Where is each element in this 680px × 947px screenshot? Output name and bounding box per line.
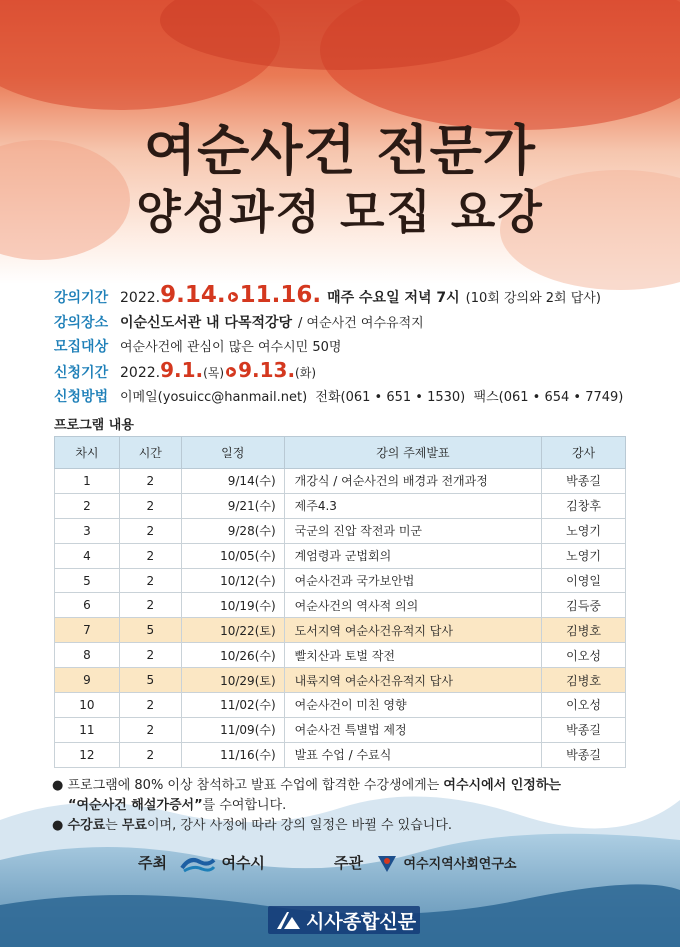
info-target [54,336,654,356]
cell-session: 8 [55,643,120,668]
cell-topic: 도서지역 여순사건유적지 답사 [284,618,541,643]
host-org [138,852,265,874]
cell-lecturer: 이영일 [542,568,626,593]
yeosu-city-logo-icon [180,854,216,874]
table-row [55,742,626,767]
cell-session: 7 [55,618,120,643]
table-row [55,618,626,643]
note-1-cont: “여순사건 해설가증서”를 수여합니다. [68,798,287,813]
cell-lecturer: 노영기 [542,518,626,543]
cell-topic: 빨치산과 토벌 작전 [284,643,541,668]
cell-date: 11/09(수) [181,717,284,742]
header-session: 차시 [55,437,120,469]
cell-date: 9/28(수) [181,518,284,543]
bullet-icon: ● [52,778,64,793]
note-1: ● 프로그램에 80% 이상 참석하고 발표 수업에 합격한 수강생에게는 여수시에서 인정하는 [52,778,561,793]
cell-hours: 2 [119,493,181,518]
target-label: 모집대상 [54,339,109,355]
apply-end-day: (화) [295,366,317,380]
cell-lecturer: 박종길 [542,717,626,742]
apply-period-label: 신청기간 [54,365,109,381]
venue-sub: / 여순사건 여수유적지 [298,316,424,331]
cell-hours: 2 [119,568,181,593]
apply-start-day: (목) [203,366,225,380]
cell-date: 9/21(수) [181,493,284,518]
arrow-right-icon [228,292,238,302]
cell-topic: 개강식 / 여순사건의 배경과 전개과정 [284,469,541,494]
title-line1: 여순사건 전문가 [144,119,536,182]
notes [52,776,652,836]
table-header-row [55,437,626,469]
cell-lecturer: 박종길 [542,742,626,767]
header-date: 일정 [181,437,284,469]
cell-topic: 내륙지역 여순사건유적지 답사 [284,668,541,693]
cell-hours: 2 [119,593,181,618]
cell-session: 1 [55,469,120,494]
header-topic: 강의 주제발표 [284,437,541,469]
cell-session: 12 [55,742,120,767]
cell-session: 9 [55,668,120,693]
table-row [55,643,626,668]
venue-main: 이순신도서관 내 다목적강당 [120,315,293,331]
cell-session: 4 [55,543,120,568]
cell-hours: 2 [119,693,181,718]
header-hours: 시간 [119,437,181,469]
cell-date: 9/14(수) [181,469,284,494]
cell-topic: 제주4.3 [284,493,541,518]
host-label: 주최 [138,854,167,872]
venue-label: 강의장소 [54,315,109,331]
title-line2: 양성과정 모집 요강 [136,185,544,239]
cell-session: 5 [55,568,120,593]
cell-date: 11/16(수) [181,742,284,767]
table-row [55,518,626,543]
cell-topic: 발표 수업 / 수료식 [284,742,541,767]
cell-date: 10/26(수) [181,643,284,668]
cell-topic: 여순사건의 역사적 의의 [284,593,541,618]
cell-lecturer: 이오성 [542,643,626,668]
period-year: 2022. [120,290,161,306]
cell-lecturer: 노영기 [542,543,626,568]
cell-session: 6 [55,593,120,618]
period-note: (10회 강의와 2회 답사) [465,291,601,306]
apply-method-text: 이메일(yosuicc@hanmail.net) 전화(061 • 651 • 1530) 팩스(061 • 654 • 7749) [120,390,624,405]
table-row [55,693,626,718]
manage-name: 여수지역사회연구소 [403,857,517,872]
manage-label: 주관 [334,854,363,872]
cell-date: 10/05(수) [181,543,284,568]
cell-topic: 여순사건이 미친 영향 [284,693,541,718]
cell-lecturer: 김병호 [542,618,626,643]
period-start: 9.14. [160,282,226,308]
table-row [55,717,626,742]
cell-session: 3 [55,518,120,543]
apply-end: 9.13. [238,358,296,382]
bullet-icon: ● [52,818,64,833]
cell-date: 10/29(토) [181,668,284,693]
table-row [55,668,626,693]
info-period [54,282,654,308]
table-row [55,593,626,618]
cell-session: 11 [55,717,120,742]
header-lecturer: 강사 [542,437,626,469]
cell-hours: 2 [119,543,181,568]
note-2: ● 수강료는 무료이며, 강사 사정에 따라 강의 일정은 바뀔 수 있습니다. [52,818,453,833]
cell-hours: 2 [119,643,181,668]
info-venue [54,312,654,332]
schedule-table [54,436,626,768]
apply-start: 9.1. [160,358,204,382]
apply-year: 2022. [120,365,161,381]
cell-date: 10/19(수) [181,593,284,618]
cell-topic: 계엄령과 군법회의 [284,543,541,568]
manage-org [334,852,516,874]
cell-date: 11/02(수) [181,693,284,718]
cell-hours: 2 [119,469,181,494]
table-row [55,543,626,568]
institute-logo-icon [376,854,398,874]
cell-lecturer: 김창후 [542,493,626,518]
table-row [55,568,626,593]
cell-hours: 2 [119,717,181,742]
cell-lecturer: 김병호 [542,668,626,693]
table-row [55,493,626,518]
cell-topic: 여순사건 특별법 제정 [284,717,541,742]
target-text: 여순사건에 관심이 많은 여수시민 50명 [120,340,342,355]
cell-hours: 5 [119,618,181,643]
period-label: 강의기간 [54,290,109,306]
info-apply-period [54,358,654,382]
cell-hours: 2 [119,518,181,543]
period-schedule: 매주 수요일 저녁 7시 [327,290,460,306]
table-row [55,469,626,494]
period-end: 11.16. [239,282,322,308]
cell-lecturer: 박종길 [542,469,626,494]
cell-date: 10/12(수) [181,568,284,593]
cell-hours: 2 [119,742,181,767]
cell-hours: 5 [119,668,181,693]
apply-method-label: 신청방법 [54,389,109,405]
info-apply-method [54,386,654,406]
cell-session: 10 [55,693,120,718]
cell-lecturer: 이오성 [542,693,626,718]
media-watermark: 시사종합신문 [268,906,420,934]
arrow-right-icon [226,367,236,377]
program-title: 프로그램 내용 [54,418,134,433]
cell-topic: 국군의 진압 작전과 미군 [284,518,541,543]
media-logo-icon [274,909,302,931]
cell-topic: 여순사건과 국가보안법 [284,568,541,593]
cell-date: 10/22(토) [181,618,284,643]
cell-lecturer: 김득중 [542,593,626,618]
cell-session: 2 [55,493,120,518]
host-name: 여수시 [221,854,265,872]
